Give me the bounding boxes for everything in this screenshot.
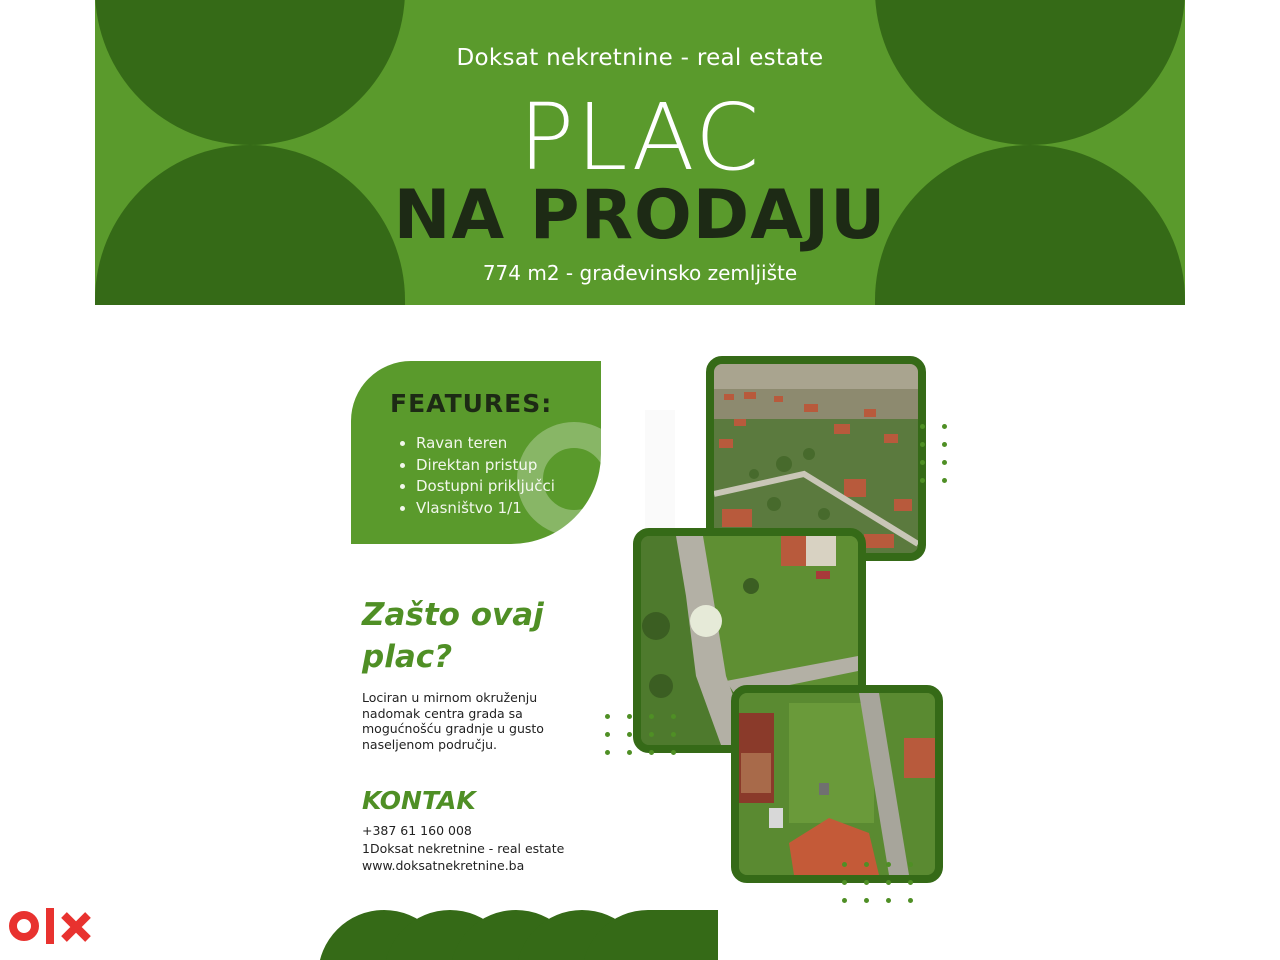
feature-item: • Vlasništvo 1/1	[416, 498, 555, 520]
decor-bottom-domes	[318, 905, 718, 960]
olx-logo[interactable]	[8, 900, 100, 950]
photo-plot-houses	[731, 685, 943, 883]
decor-dot	[627, 714, 632, 719]
decor-dot	[942, 424, 947, 429]
features-heading: FEATURES:	[390, 389, 553, 418]
decor-dot	[649, 714, 654, 719]
contact-website[interactable]: www.doksatnekretnine.ba	[362, 858, 525, 873]
feature-item: • Dostupni priključci	[416, 476, 555, 498]
decor-dot	[920, 460, 925, 465]
decor-dot	[627, 750, 632, 755]
title-na-prodaju: NA PRODAJU	[393, 176, 887, 255]
photo-town-aerial-image	[714, 364, 918, 553]
decor-dot	[942, 442, 947, 447]
feature-item: • Ravan teren	[416, 433, 555, 455]
decor-dot	[842, 862, 847, 867]
contact-company: 1Doksat nekretnine - real estate	[362, 841, 565, 856]
decor-bottom-block	[648, 910, 718, 960]
decor-dot	[605, 714, 610, 719]
watermark-ring	[517, 422, 631, 536]
decor-dot	[920, 442, 925, 447]
decor-dot	[886, 898, 891, 903]
decor-dot	[864, 880, 869, 885]
brand-name: Doksat nekretnine - real estate	[456, 45, 824, 71]
decor-dot	[671, 714, 676, 719]
decor-dot	[942, 460, 947, 465]
header-banner	[95, 0, 1185, 305]
decor-dot	[627, 732, 632, 737]
why-heading-line2: plac?	[362, 639, 453, 675]
photo-plot-houses-image	[739, 693, 935, 875]
decor-dot	[886, 880, 891, 885]
why-heading-line1: Zašto ovaj	[362, 597, 544, 633]
decor-dot	[920, 424, 925, 429]
decor-dot	[605, 732, 610, 737]
decor-dot	[886, 862, 891, 867]
decor-dot	[908, 898, 913, 903]
decor-dot	[671, 750, 676, 755]
decor-dot	[920, 478, 925, 483]
contact-phone[interactable]: +387 61 160 008	[362, 823, 472, 838]
watermark-bar	[645, 410, 675, 528]
feature-item: • Direktan pristup	[416, 455, 555, 477]
decor-dot	[942, 478, 947, 483]
decor-dot	[842, 898, 847, 903]
decor-dot	[908, 862, 913, 867]
header-subtitle: 774 m2 - građevinsko zemljište	[482, 261, 798, 285]
decor-dot	[605, 750, 610, 755]
why-description: Lociran u mirnom okruženju nadomak centra grada sa mogućnošću gradnje u gusto naseljenom području.	[362, 690, 544, 752]
why-heading	[362, 594, 622, 678]
decor-dot	[842, 880, 847, 885]
contact-heading: KONTAK	[362, 786, 476, 815]
title-plac: PLAC	[518, 84, 762, 191]
decor-dot	[671, 732, 676, 737]
decor-dot	[649, 750, 654, 755]
decor-dot	[864, 862, 869, 867]
decor-dot	[908, 880, 913, 885]
decor-dot	[864, 898, 869, 903]
decor-dot	[649, 732, 654, 737]
